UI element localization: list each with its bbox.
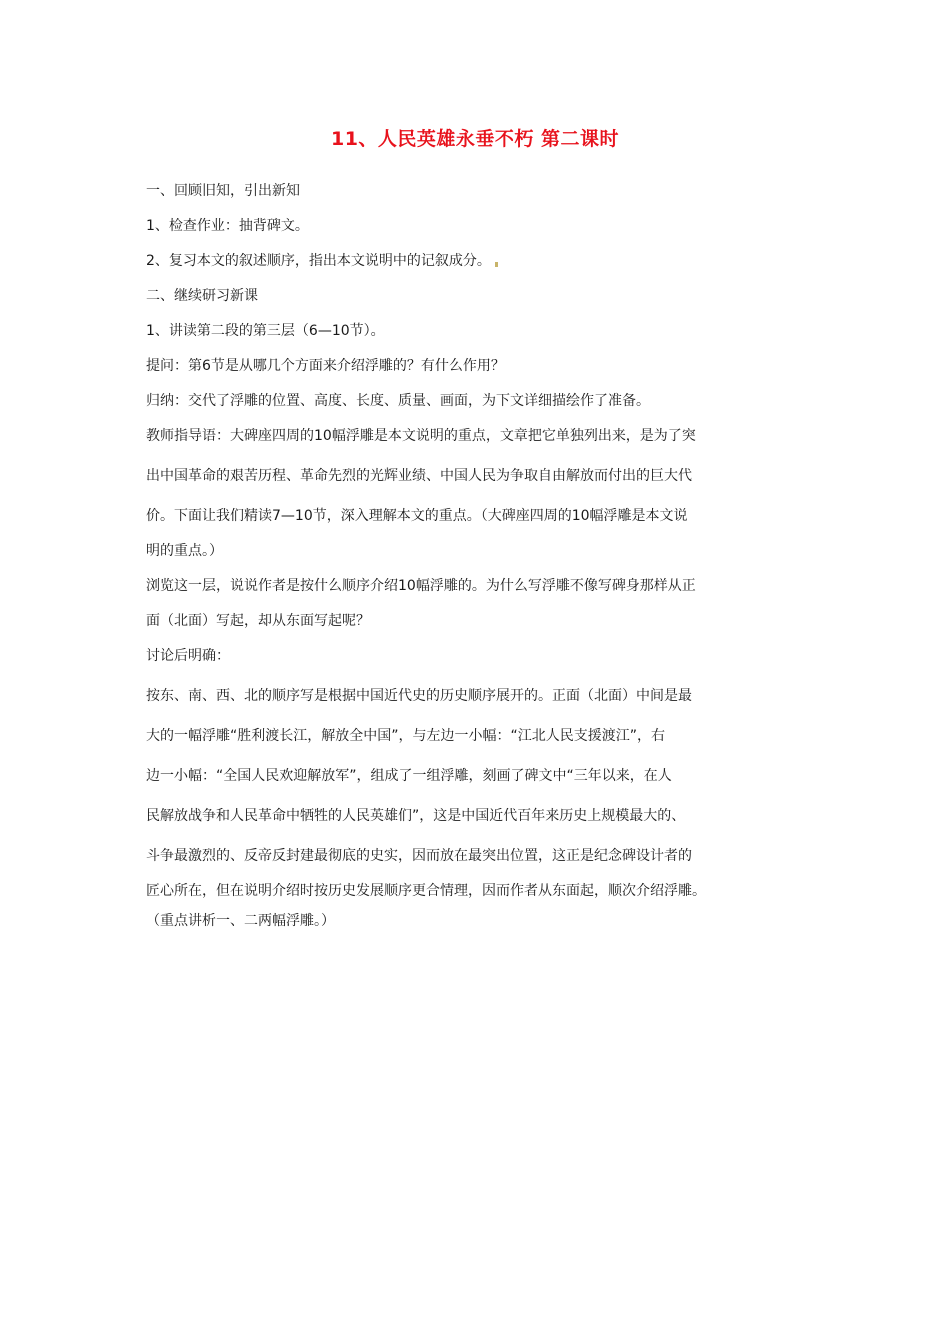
- paragraph-line: （重点讲析一、二两幅浮雕。）: [146, 913, 335, 929]
- paragraph-line: 出中国革命的艰苦历程、革命先烈的光辉业绩、中国人民为争取自由解放而付出的巨大代: [146, 468, 692, 484]
- paragraph-line: 匠心所在，但在说明介绍时按历史发展顺序更合情理，因而作者从东面起，顺次介绍浮雕。: [146, 883, 706, 899]
- document-body: [146, 176, 806, 936]
- paragraph-line: 民解放战争和人民革命中牺牲的人民英雄们”，这是中国近代百年来历史上规模最大的、: [146, 808, 686, 824]
- paragraph-line: 归纳：交代了浮雕的位置、高度、长度、质量、画面，为下文详细描绘作了准备。: [146, 393, 650, 409]
- paragraph-line: 价。下面让我们精读7—10节，深入理解本文的重点。（大碑座四周的10幅浮雕是本文说: [146, 508, 688, 524]
- paragraph-line-text: 2、复习本文的叙述顺序，指出本文说明中的记叙成分。: [146, 253, 491, 269]
- annotation-mark-icon: [495, 262, 498, 267]
- paragraph-line: 浏览这一层，说说作者是按什么顺序介绍10幅浮雕的。为什么写浮雕不像写碑身那样从正: [146, 578, 696, 594]
- paragraph-line: 边一小幅：“全国人民欢迎解放军”，组成了一组浮雕，刻画了碑文中“三年以来，在人: [146, 768, 672, 784]
- paragraph-line: 面（北面）写起，却从东面写起呢？: [146, 613, 370, 629]
- paragraph-line: 1、检查作业：抽背碑文。: [146, 218, 309, 234]
- paragraph-line: 1、讲读第二段的第三层（6—10节）。: [146, 323, 385, 339]
- paragraph-line: 讨论后明确：: [146, 648, 230, 664]
- section-heading-1: 一、回顾旧知，引出新知: [146, 183, 300, 199]
- paragraph-line: 大的一幅浮雕“胜利渡长江，解放全中国”，与左边一小幅：“江北人民支援渡江”，右: [146, 728, 666, 744]
- paragraph-line: 明的重点。）: [146, 543, 223, 559]
- paragraph-line: 提问：第6节是从哪几个方面来介绍浮雕的？有什么作用？: [146, 358, 505, 374]
- paragraph-line: 按东、南、西、北的顺序写是根据中国近代史的历史顺序展开的。正面（北面）中间是最: [146, 688, 692, 704]
- paragraph-line: 教师指导语：大碑座四周的10幅浮雕是本文说明的重点，文章把它单独列出来，是为了突: [146, 428, 696, 444]
- section-heading-2: 二、继续研习新课: [146, 288, 258, 304]
- paragraph-line-with-mark: [146, 246, 806, 276]
- document-title: 11、人民英雄永垂不朽 第二课时: [330, 128, 620, 150]
- paragraph-line: 斗争最激烈的、反帝反封建最彻底的史实，因而放在最突出位置，这正是纪念碑设计者的: [146, 848, 692, 864]
